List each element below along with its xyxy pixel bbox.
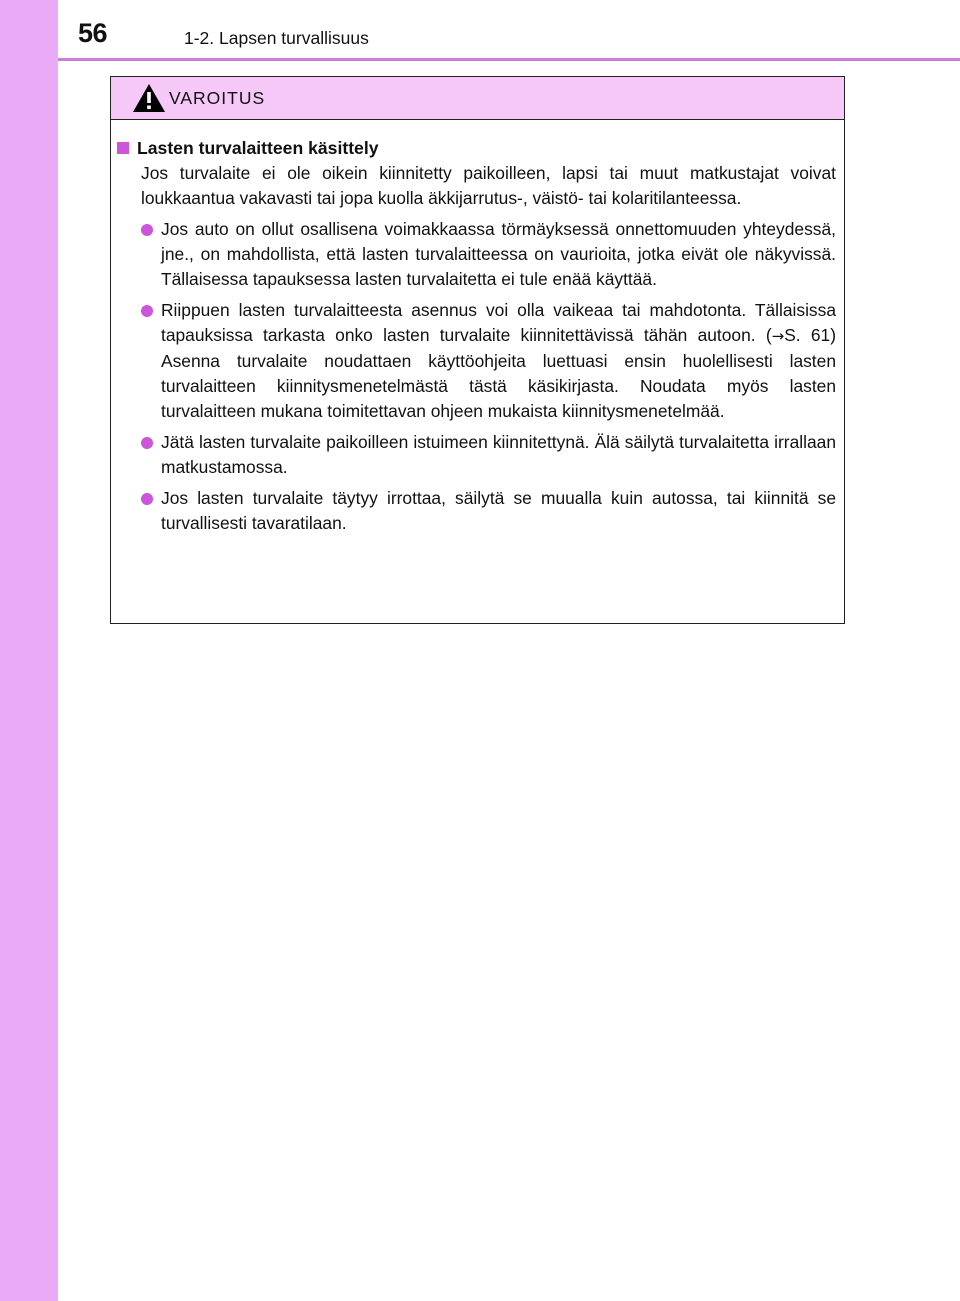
- warning-header: [111, 77, 844, 120]
- bullet-dot-icon: [141, 305, 153, 317]
- warning-subheading: [117, 136, 836, 161]
- list-item: [141, 217, 836, 292]
- bullet-text: Jos auto on ollut osallisena voimakkaassa törmäyksessä onnettomuuden yhteydessä, jne., on mahdollista, että lasten turvalaitteessa on vaurioita, jotka eivät ole näkyvissä. Tällaisessa tapauksessa lasten turvalaitetta ei tule enää käyttää.: [161, 219, 836, 289]
- subheading-text: Lasten turvalaitteen käsittely: [137, 138, 379, 158]
- header-divider: [58, 58, 960, 61]
- bullet-dot-icon: [141, 224, 153, 236]
- bullet-text: Jätä lasten turvalaite paikoilleen istuimeen kiinnitettynä. Älä säilytä turvalaitetta irrallaan matkustamossa.: [161, 432, 836, 477]
- warning-box: [110, 76, 845, 624]
- page-number: 56: [78, 18, 108, 48]
- list-item: [141, 298, 836, 424]
- bullet-dot-icon: [141, 437, 153, 449]
- bullet-text-part: Riippuen lasten turvalaitteesta asennus voi olla vaikeaa tai mahdotonta. Tällaisissa tapauksissa tarkasta onko lasten turvalaite kiinnitettävissä tähän autoon. (: [161, 300, 836, 345]
- bullet-text: Jos lasten turvalaite täytyy irrottaa, säilytä se muualla kuin autossa, tai kiinnitä se turvallisesti tavaratilaan.: [161, 488, 836, 533]
- arrow-right-icon: →: [771, 327, 785, 345]
- intro-paragraph: Jos turvalaite ei ole oikein kiinnitetty paikoilleen, lapsi tai muut matkustajat voivat loukkaantua vakavasti tai jopa kuolla äkkijarrutus-, väistö- tai kolaritilanteessa.: [141, 163, 836, 208]
- list-item: [141, 486, 836, 536]
- side-color-band: [0, 0, 58, 1301]
- warning-label: VAROITUS: [169, 88, 266, 108]
- warning-body: [111, 120, 844, 536]
- bullet-list: [117, 217, 836, 536]
- bullet-text: [161, 298, 836, 424]
- warning-triangle-icon: [132, 83, 166, 113]
- bullet-dot-icon: [141, 493, 153, 505]
- square-bullet-icon: [117, 142, 129, 154]
- page-reference-link: S. 61) Asenna turvalaite noudattaen käyttöohjeita luettuasi ensin huolellisesti lasten turvalaitteen kiinnitysmenetelmästä tästä käsikirjasta. Noudata myös lasten turvalaitteen mukana toimitettavan ohjeen mukaista kiinnitysmenetelmää.: [161, 325, 836, 421]
- list-item: [141, 430, 836, 480]
- section-title: 1-2. Lapsen turvallisuus: [184, 28, 369, 48]
